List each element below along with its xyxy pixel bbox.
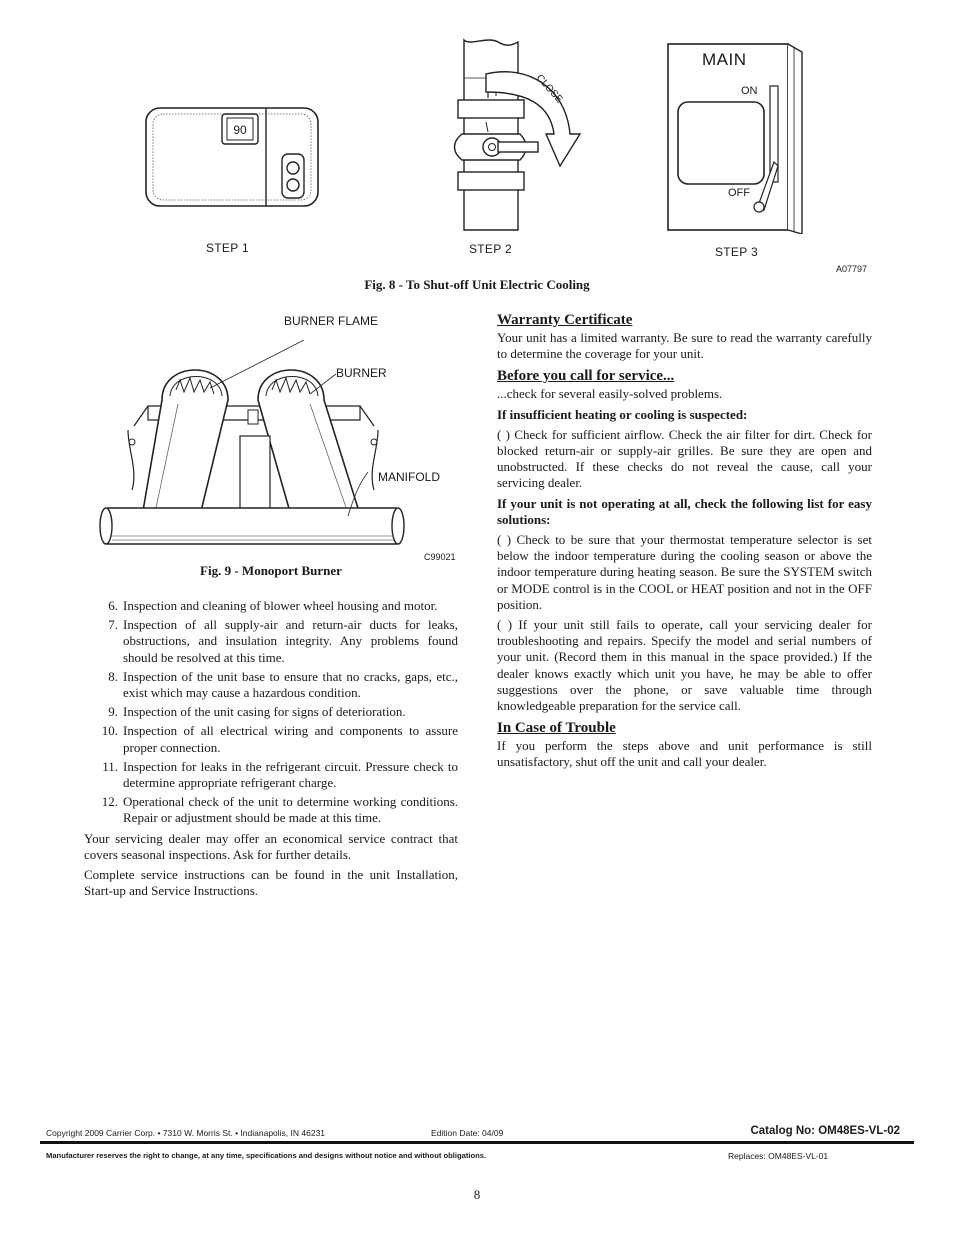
call-dealer-paragraph: ( ) If your unit still fails to operate, call your servicing dealer for troubleshooting and repairs. Specify the model and serial numbers of your unit. (Record them in this manual in the space provided.) If the dealer knows exactly which unit you have, he may be able to offer suggestions over the phone, or save valuable time through knowledgeable preparation for the service call. [497, 617, 872, 714]
footer-bottom-row [46, 1149, 910, 1163]
burner-flame-label: BURNER FLAME [284, 314, 379, 328]
warranty-heading: Warranty Certificate [497, 312, 633, 328]
step-2-label: STEP 2 [469, 242, 512, 256]
figure-8-code: A07797 [836, 264, 868, 274]
replaces-text: Replaces: OM48ES-VL-01 [728, 1151, 829, 1161]
figure-9-caption: Fig. 9 - Monoport Burner [200, 563, 342, 578]
on-position-label: ON [741, 85, 758, 97]
manifold-label: MANIFOLD [378, 470, 441, 484]
list-item: 6. Inspection and cleaning of blower wheel housing and motor. [108, 598, 438, 613]
figure-8-shutoff-steps [130, 38, 868, 274]
not-operating-heading: If your unit is not operating at all, check the following list for easy solutions: [497, 495, 872, 527]
step-3-label: STEP 3 [715, 245, 758, 259]
left-column-maintenance [84, 598, 458, 899]
insufficient-heading: If insufficient heating or cooling is suspected: [497, 406, 748, 422]
list-item: 9. Inspection of the unit casing for signs of deterioration. [108, 704, 406, 720]
step-1-label: STEP 1 [206, 241, 249, 255]
service-contract-paragraph: Your servicing dealer may offer an economical service contract that covers seasonal inspections. Ask for further details. [84, 830, 458, 862]
insufficient-paragraph: ( ) Check for sufficient airflow. Check the air filter for dirt. Check for blocked return-air or supply-air grilles. Be sure they are open and unobstructed. If these checks do not reveal the cause, call your servicing dealer. [497, 426, 872, 491]
warranty-paragraph: Your unit has a limited warranty. Be sure to read the warranty carefully to determine the coverage for your unit. [497, 330, 872, 362]
figure-9-code: C99021 [424, 552, 456, 562]
main-disconnect-illustration [666, 42, 812, 234]
page-number: 8 [473, 1187, 481, 1202]
off-position-label: OFF [728, 187, 750, 199]
trouble-heading: In Case of Trouble [497, 720, 616, 737]
list-item: 12. Operational check of the unit to determine working conditions. Repair or adjustment should be made at this time. [101, 794, 458, 826]
before-service-intro: ...check for several easily-solved problems. [497, 386, 723, 402]
figure-8-caption: Fig. 8 - To Shut-off Unit Electric Cooling [364, 277, 590, 292]
thermostat-display-text: 90 [233, 123, 247, 137]
list-item: 7. Inspection of all supply-air and return-air ducts for leaks, obstructions, and insulation integrity. Any problems found should be resolved at this time. [108, 617, 458, 665]
figure-9-burner [98, 310, 460, 562]
before-service-heading: Before you call for service... [497, 368, 675, 385]
service-instructions-paragraph: Complete service instructions can be found in the unit Installation, Start-up and Service Instructions. [84, 867, 458, 899]
footer-divider [40, 1141, 914, 1144]
burner-label: BURNER [336, 366, 387, 380]
thermostat-illustration [144, 106, 334, 216]
thermostat-check-paragraph: ( ) Check to be sure that your thermostat temperature selector is set below the indoor temperature during the cooling season or above the indoor temperature during heating season. Be sure the SYSTEM switch or MODE control is in the COOL or HEAT position and not in the OFF position. [497, 532, 872, 612]
edition-date: Edition Date: 04/09 [431, 1128, 504, 1138]
inspection-list [84, 598, 458, 827]
main-switch-label: MAIN [702, 50, 747, 69]
right-column-service [497, 310, 872, 775]
copyright-text: Copyright 2009 Carrier Corp. • 7310 W. Morris St. • Indianapolis, IN 46231 [46, 1128, 326, 1138]
close-arrow-label: CLOSE [533, 72, 565, 106]
disclaimer-text: Manufacturer reserves the right to change, at any time, specifications and designs without notice and without obligations. [46, 1151, 487, 1160]
trouble-paragraph: If you perform the steps above and unit performance is still unsatisfactory, shut off the unit and call your dealer. [497, 738, 872, 770]
gas-valve-illustration [448, 38, 598, 238]
list-item: 11. Inspection for leaks in the refrigerant circuit. Pressure check to determine appropriate refrigerant charge. [102, 758, 458, 791]
catalog-number: Catalog No: OM48ES-VL-02 [750, 1125, 900, 1137]
list-item: 8. Inspection of the unit base to ensure that no cracks, gaps, etc., exist which may cause a hazardous condition. [108, 668, 458, 701]
footer-top-row [46, 1125, 910, 1141]
list-item: 10. Inspection of all electrical wiring and components to assure proper connection. [101, 723, 458, 755]
